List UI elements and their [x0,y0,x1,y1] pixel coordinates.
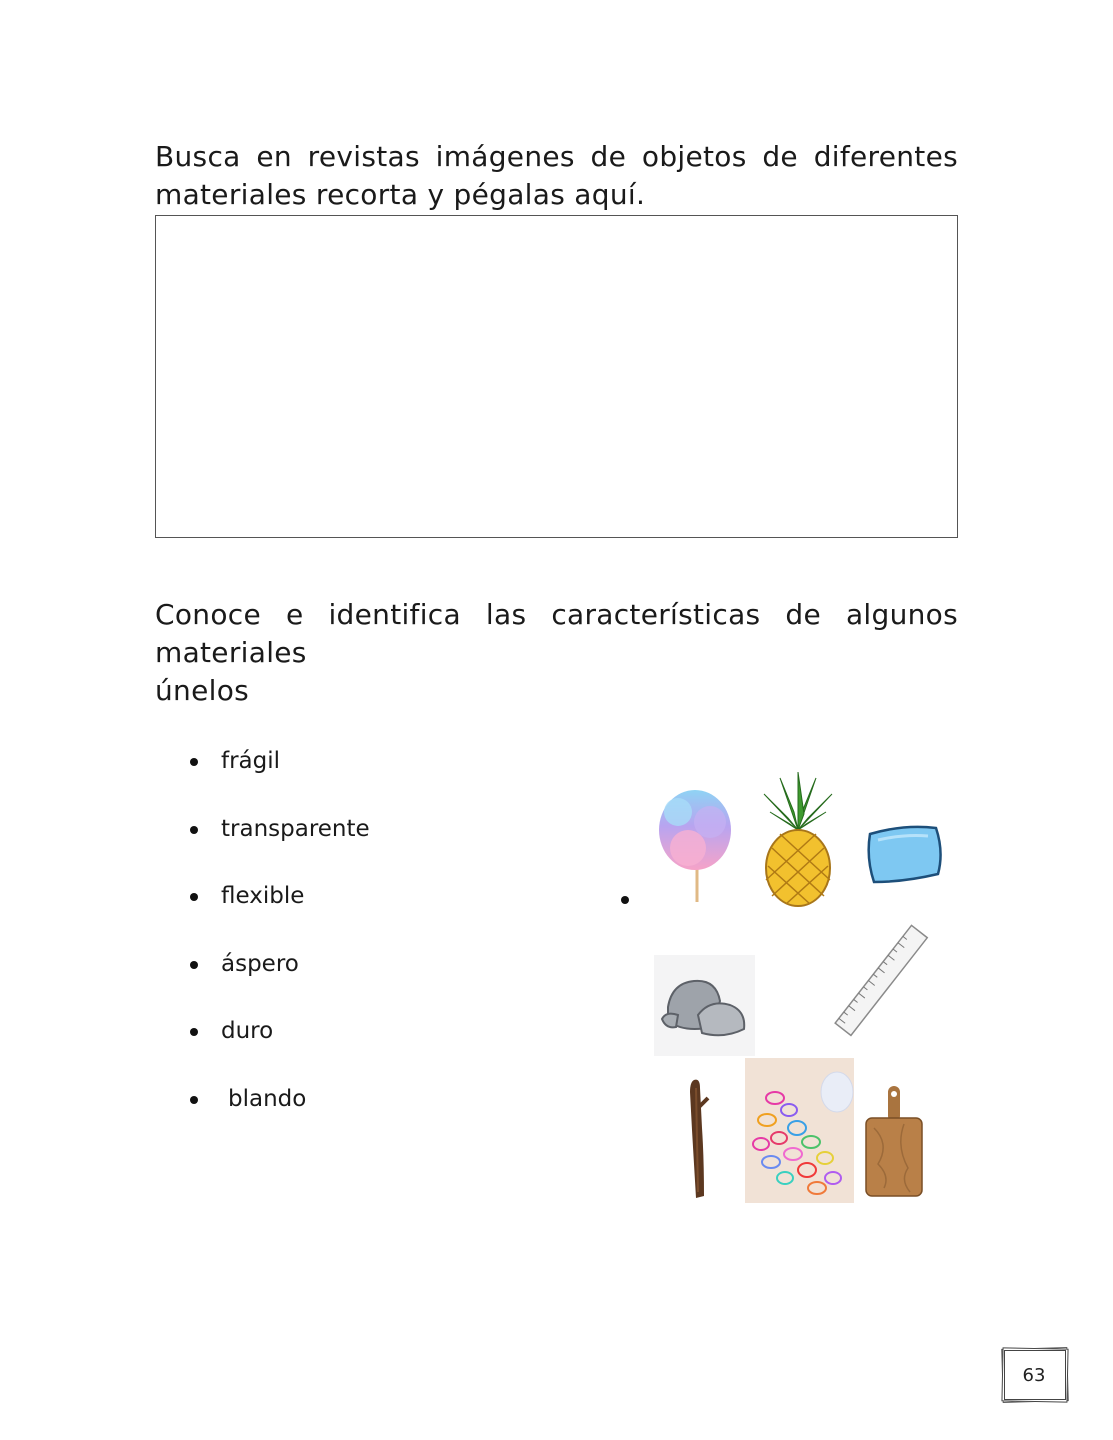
rock-image[interactable] [654,955,755,1056]
characteristic-label: blando [228,1085,307,1112]
characteristic-label: flexible [221,883,305,909]
cotton-candy-image[interactable] [650,782,740,904]
rubber-bands-image[interactable] [745,1058,854,1203]
characteristic-label: áspero [221,950,299,977]
pineapple-image[interactable] [760,772,836,908]
paste-area-box[interactable] [155,215,958,538]
characteristic-label: frágil [221,748,281,774]
characteristic-label: transparente [221,815,370,842]
page-number-box [1000,1346,1068,1404]
wooden-stick-image[interactable] [654,1068,740,1202]
ruler-image[interactable] [830,920,934,1042]
bullet-icon [621,896,629,904]
instruction-line: Busca en revistas imágenes de objetos de diferentes [155,140,958,173]
list-item[interactable] [190,744,370,812]
characteristics-list [190,744,370,1149]
instruction-line: materiales [155,636,307,669]
instruction-line: materiales recorta y pégalas aquí. [155,178,646,211]
instruction-match-characteristics [155,596,958,710]
page-number: 63 [1022,1364,1046,1386]
bullet-icon [190,758,198,766]
bullet-icon [190,1028,198,1036]
bullet-icon [190,826,198,834]
list-item[interactable] [190,812,370,880]
bullet-icon [190,1096,198,1104]
bullet-icon [190,961,198,969]
characteristic-label: duro [221,1018,274,1044]
instruction-line: únelos [155,674,250,707]
instruction-paste-images [155,138,958,214]
list-item[interactable] [190,1014,370,1082]
pillow-image[interactable] [864,822,944,886]
list-item[interactable] [190,1082,370,1150]
list-item[interactable] [190,879,370,947]
list-item[interactable] [190,947,370,1015]
cutting-board-image[interactable] [860,1084,928,1200]
bullet-icon [190,893,198,901]
instruction-line: Conoce e identifica las características de algunos [155,598,958,631]
